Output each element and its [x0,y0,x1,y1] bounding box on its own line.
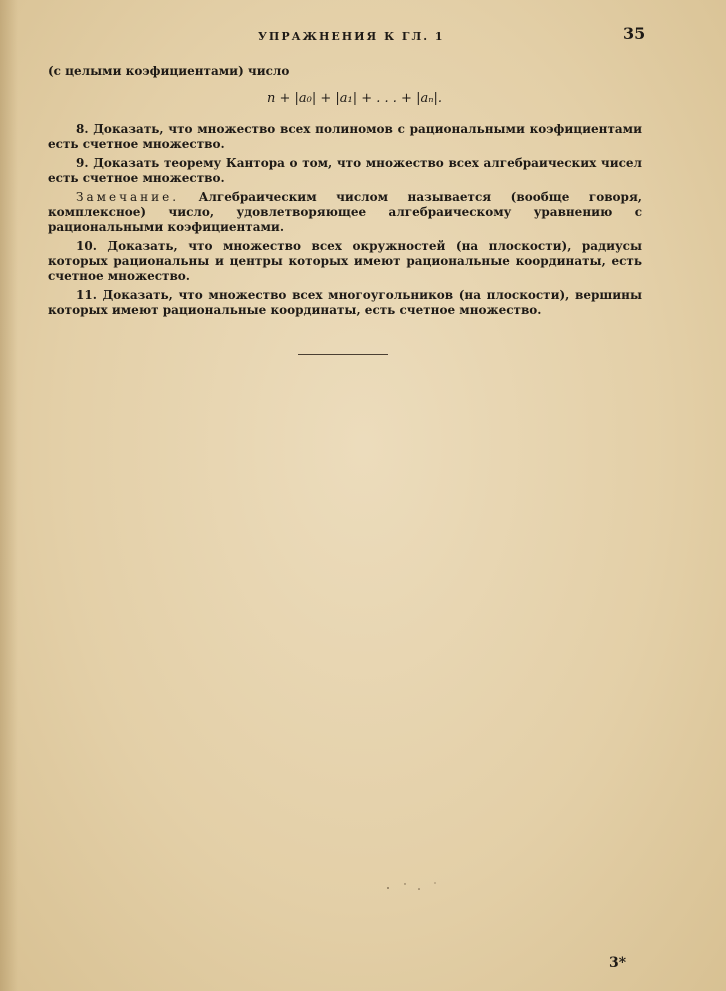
remark [48,190,642,235]
binding-shadow [0,0,18,991]
exercise-number: 10. [76,239,97,253]
page-number: 35 [623,24,646,43]
exercise-text: Доказать, что множество всех полиномов с рациональными коэфициентами есть счетное множество. [48,122,642,151]
formula: n + |a₀| + |a₁| + . . . + |aₙ|. [266,91,442,106]
running-head: УПРАЖНЕНИЯ К ГЛ. 1 [258,30,445,43]
section-divider [298,354,388,355]
paper-specks [385,880,445,894]
exercise-10 [48,239,642,284]
exercise-number: 9. [76,156,89,170]
exercise-8 [48,122,642,152]
exercise-text: Доказать, что множество всех многоугольников (на плоскости), вершины которых имеют рациональные координаты, есть счетное множество. [48,288,642,317]
intro-line: (с целыми коэфициентами) число [48,64,290,78]
exercise-text: Доказать, что множество всех окружностей (на плоскости), радиусы которых рациональны и центры которых имеют рациональные координаты, есть счетное множество. [48,239,642,283]
exercise-number: 8. [76,122,89,136]
exercise-text: Доказать теорему Кантора о том, что множество всех алгебраических чисел есть счетное множество. [48,156,642,185]
exercise-11 [48,288,642,318]
exercise-9 [48,156,642,186]
exercise-number: 11. [76,288,97,302]
page-body [48,64,642,318]
signature-mark: 3* [609,955,627,971]
remark-heading: Замечание. [76,190,180,204]
remark-text: Алгебраическим числом называется (вообще говоря, комплексное) число, удовлетворяющее алгебраическому уравнению с рациональными коэфициентами. [48,190,642,234]
